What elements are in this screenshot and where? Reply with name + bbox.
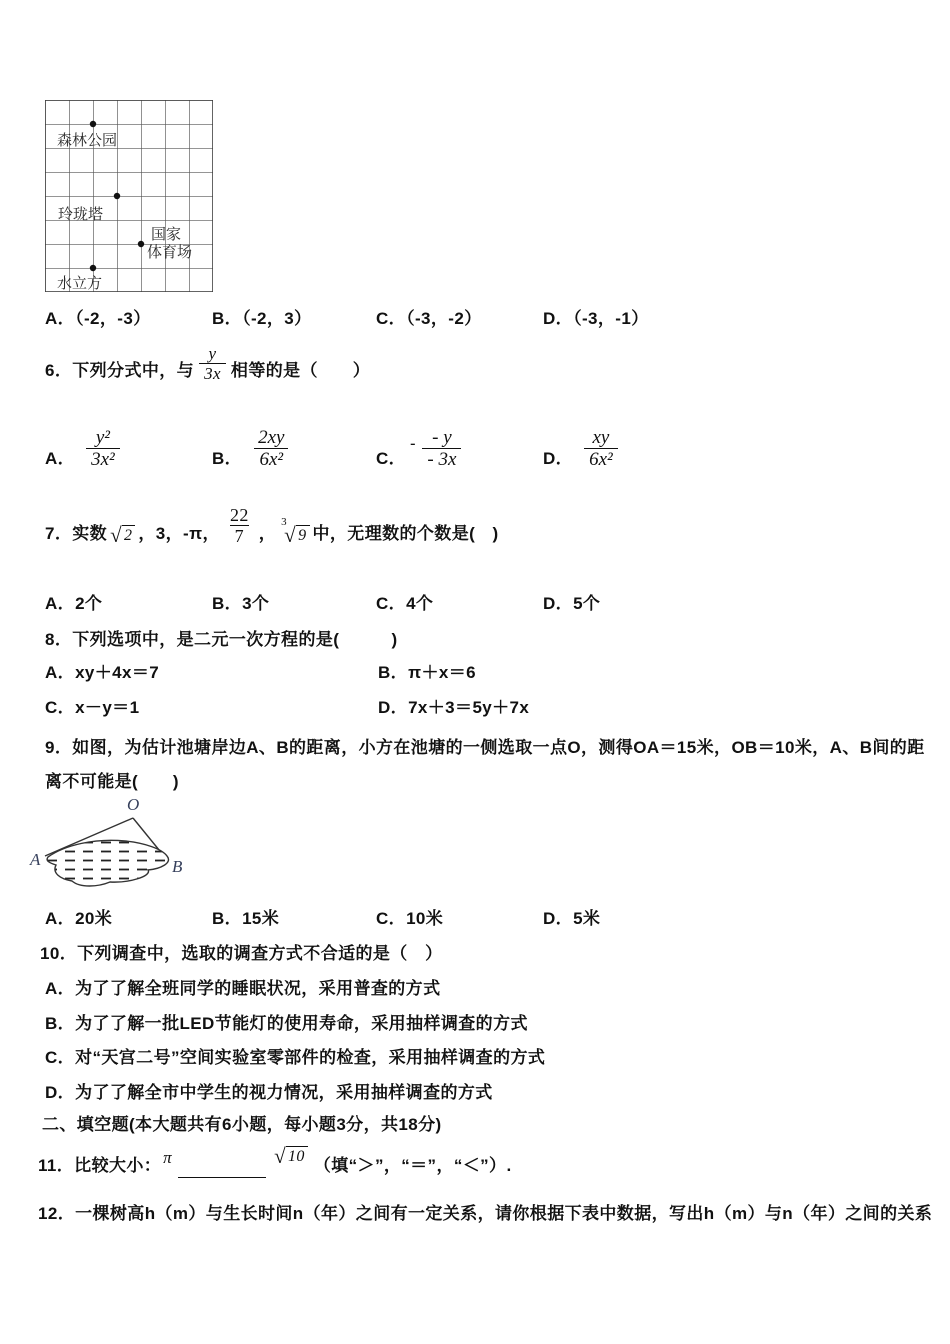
q6-inline-fraction: $\frac{y}{3x}$	[199, 344, 226, 383]
answer-blank	[178, 1162, 266, 1178]
q6-stem-post: 相等的是（ ）	[230, 361, 371, 381]
q6-option-d: D． $\frac{xy}{\text{6x²}}$	[543, 427, 623, 471]
q10-option-a: A．为了了解全班同学的睡眠状况，采用普查的方式	[45, 979, 441, 998]
grid-map-svg	[45, 100, 213, 292]
q7-options-row	[0, 593, 950, 617]
q10-option-c: C．对“天宫二号”空间实验室零部件的检查，采用抽样调查的方式	[45, 1048, 546, 1067]
coordinate-grid-figure	[45, 100, 213, 292]
q7-option-b: B．3个	[212, 594, 270, 613]
q5-option-c: C．（-3，-2）	[376, 309, 482, 328]
q5-options-row	[0, 308, 950, 332]
map-point-forest-park	[90, 121, 96, 127]
map-point-national-stadium	[138, 241, 144, 247]
q6-option-c: C． - $\frac{- y}{- 3x}$	[376, 427, 466, 471]
q8-options-row1	[0, 662, 950, 686]
q7-stem-pre: 7．实数	[45, 524, 108, 544]
map-point-water-cube	[90, 265, 96, 271]
map-label-stadium-line1: 国家	[151, 226, 182, 243]
sqrt-10-radical: √ 10	[274, 1146, 308, 1166]
q6-option-b: B． $\frac{2xy}{\text{6x²}}$	[212, 427, 294, 471]
q8-options-row2	[0, 697, 950, 721]
q11-pre: 11．比较大小：	[38, 1156, 162, 1176]
q9-stem: 9．如图，为估计池塘岸边A、B的距离，小方在池塘的一侧选取一点O，测得OA＝15米，OB＝10米，A、B间的距离不可能是( )	[45, 738, 925, 791]
q7-stem-mid2: ，	[258, 524, 277, 544]
section2-header: 二、填空题(本大题共有6小题，每小题3分，共18分)	[42, 1115, 442, 1134]
q7-option-d: D．5个	[543, 594, 601, 613]
map-label-forest-park: 森林公园	[57, 132, 118, 149]
figure-label-O: O	[127, 795, 140, 814]
figure-label-A: A	[30, 850, 41, 869]
cube-root-9-radical: 3 √ 9	[284, 525, 309, 545]
q10-option-d: D．为了了解全市中学生的视力情况，采用抽样调查的方式	[45, 1083, 493, 1102]
q9-option-b: B．15米	[212, 909, 280, 928]
q9-option-d: D．5米	[543, 909, 601, 928]
q11-stem	[38, 1146, 512, 1178]
q10-stem: 10．下列调查中，选取的调查方式不合适的是（ ）	[40, 944, 443, 963]
pond-figure	[10, 793, 220, 898]
q5-option-b: B．（-2，3）	[212, 309, 312, 328]
figure-label-B: B	[172, 857, 183, 876]
q7-option-a: A．2个	[45, 594, 103, 613]
radical-sign-icon: √	[274, 1144, 287, 1169]
grid-background	[45, 100, 213, 292]
q7-stem	[45, 505, 499, 546]
q11-post: （填“＞”，“＝”，“＜”）.	[313, 1156, 512, 1176]
sqrt-2-radical: √ 2	[110, 525, 135, 545]
q10-option-b: B．为了了解一批LED节能灯的使用寿命，采用抽样调查的方式	[45, 1014, 528, 1033]
q12-stem: 12．一棵树高h（m）与生长时间n（年）之间有一定关系，请你根据下表中数据，写出h（m）与n（年）之间的关系	[38, 1204, 933, 1223]
q6-options-row	[0, 427, 950, 489]
q9-option-c: C．10米	[376, 909, 444, 928]
q7-stem-mid1: ，3，-π，	[138, 524, 220, 544]
q6-option-a: A． $\frac{\text{y²}}{\text{3x²}}$	[45, 427, 125, 471]
q8-option-b: B．π＋x＝6	[378, 663, 477, 682]
q7-fraction-22-7: $\frac{22}{7}$	[229, 505, 249, 547]
pond-svg	[10, 793, 220, 898]
q8-stem: 8．下列选项中，是二元一次方程的是( )	[45, 630, 398, 649]
q8-option-c: C．x－y＝1	[45, 698, 140, 717]
q5-option-d: D．（-3，-1）	[543, 309, 649, 328]
q9-options-row	[0, 908, 950, 932]
q5-option-a: A．（-2，-3）	[45, 309, 151, 328]
radical-sign-icon: √	[284, 523, 297, 548]
map-point-linglong-tower	[114, 193, 120, 199]
q8-option-a: A．xy＋4x＝7	[45, 663, 160, 682]
map-label-water-cube: 水立方	[57, 275, 103, 292]
q8-option-d: D．7x＋3＝5y＋7x	[378, 698, 530, 717]
q7-stem-post: 中，无理数的个数是( )	[312, 524, 499, 544]
q6-stem-pre: 6．下列分式中，与	[45, 361, 195, 381]
q9-option-a: A．20米	[45, 909, 113, 928]
map-label-stadium-line2: 体育场	[147, 244, 193, 261]
radical-sign-icon: √	[110, 523, 122, 548]
q6-stem	[45, 344, 370, 383]
map-label-linglong-tower: 玲珑塔	[58, 206, 104, 223]
q7-option-c: C．4个	[376, 594, 434, 613]
pi-symbol: π	[163, 1148, 173, 1168]
